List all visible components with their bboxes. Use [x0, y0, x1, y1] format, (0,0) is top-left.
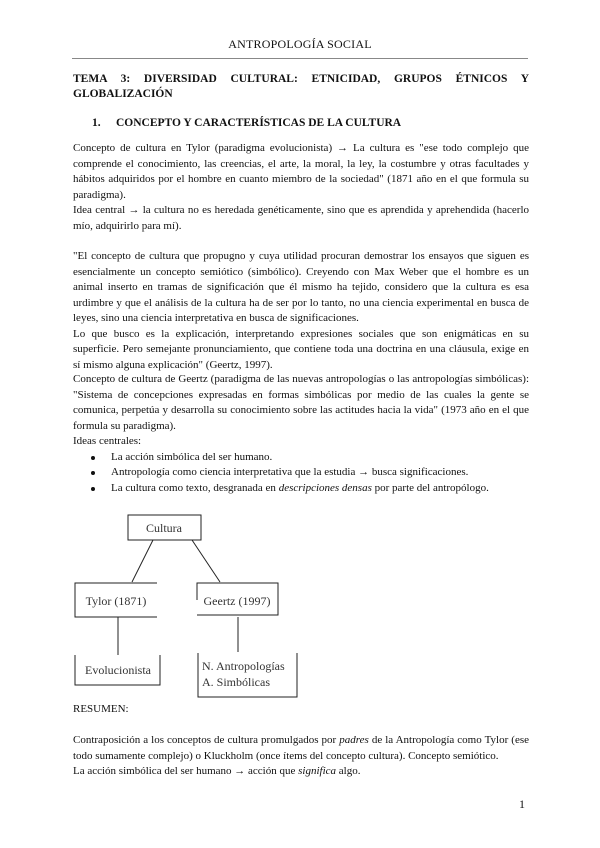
connector-line — [192, 540, 220, 582]
central-idea-paragraph: Idea central → la cultura no es heredada genéticamente, sino que es aprendida y aprehendida (hacerlo mío, adquirirlo para mí). — [73, 204, 529, 232]
geertz-paragraph: Concepto de cultura de Geertz (paradigma de las nuevas antropologías o las antropologías simbólicas): "Sistema de concepciones expresadas en formas simbólicas por medio de las cuales la gente se comunica, perpetúa y desarrolla su conocimiento sobre las actitudes hacia la vida" (1973 año en el que formula su paradigma). — [73, 373, 529, 432]
topic-title: TEMA 3: DIVERSIDAD CULTURAL: ETNICIDAD, GRUPOS ÉTNICOS Y GLOBALIZACIÓN — [73, 73, 529, 100]
bullet-text: por parte del antropólogo. — [371, 481, 489, 494]
resumen-label: RESUMEN: — [73, 703, 129, 715]
quote-paragraph-2: Lo que busco es la explicación, interpretando expresiones sociales que son enigmáticas en su superficie. Pero semejante pronunciamiento, que contiene toda una doctrina en una cláusula, exige en sí mismo alguna explicación" (Geertz, 1997). — [73, 327, 529, 371]
resumen-emphasis: padres — [339, 734, 369, 746]
resumen-paragraph — [73, 733, 529, 764]
section-number: 1. — [92, 117, 101, 129]
resumen-text: La acción simbólica del ser humano → acción que — [73, 765, 299, 777]
resumen-block — [73, 733, 529, 780]
page-number: 1 — [519, 797, 525, 811]
ideas-label: Ideas centrales: — [73, 435, 142, 447]
section-title: CONCEPTO Y CARACTERÍSTICAS DE LA CULTURA — [116, 117, 402, 129]
resumen-text: Contraposición a los conceptos de cultura promulgados por — [73, 734, 340, 746]
resumen-paragraph — [73, 764, 529, 780]
tylor-paragraph: Concepto de cultura en Tylor (paradigma evolucionista) → La cultura es "ese todo complejo que comprende el conocimiento, las creencias, el arte, la moral, la ley, la costumbre y otras facultades y hábitos adquiridos por el hombre en cuanto miembro de la sociedad" (1871 año en el que formula su paradigma). — [73, 142, 529, 201]
geertz-label: Geertz (1997) — [203, 594, 271, 608]
running-header: ANTROPOLOGÍA SOCIAL — [228, 37, 372, 51]
resumen-text: algo. — [336, 765, 361, 777]
evolucionista-label: Evolucionista — [85, 663, 151, 677]
resumen-text: de la Antropología como Tylor (ese todo sumamente complejo) o Kluckholm (once ítems del concepto cultura). Concepto semiótico. — [73, 734, 529, 762]
list-item: La acción simbólica del ser humano. — [73, 450, 529, 466]
list-item: Antropología como ciencia interpretativa que la estudia → busca significaciones. — [73, 465, 529, 481]
resumen-emphasis: significa — [298, 765, 337, 777]
bullet-text: La cultura como texto, desgranada en — [111, 481, 279, 494]
symbolic-label-2: A. Simbólicas — [202, 675, 270, 689]
tylor-label: Tylor (1871) — [85, 594, 147, 608]
symbolic-label-1: N. Antropologías — [202, 659, 285, 673]
quote-paragraph-1: "El concepto de cultura que propugno y cuya utilidad procuran demostrar los ensayos que siguen es esencialmente un concepto semiótico (simbólico). Creyendo con Max Weber que el hombre es un animal inserto en tramas de significación que él mismo ha tejido, considero que la cultura es esa urdimbre y que el análisis de la cultura ha de ser por lo tanto, no una ciencia experimental en busca de leyes, sino una ciencia interpretativa en busca de significaciones. — [73, 250, 529, 324]
bullet-emphasis: descripciones densas — [278, 481, 372, 494]
root-label: Cultura — [146, 521, 182, 535]
connector-line — [132, 540, 153, 582]
